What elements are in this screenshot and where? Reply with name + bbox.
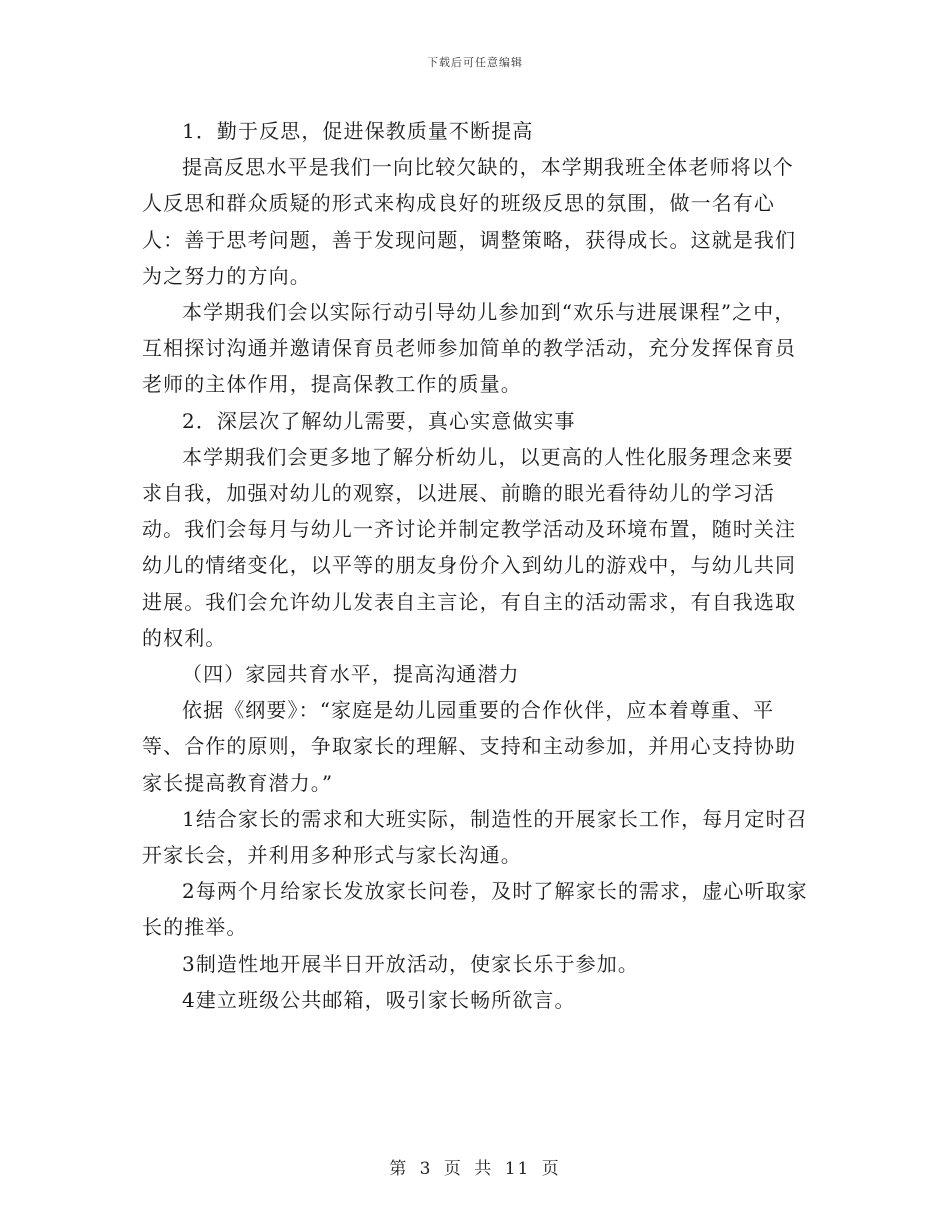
subheading-1: 1．勤于反思，促进保教质量不断提高 <box>182 119 534 143</box>
list-item: 4建立班级公共邮箱，吸引家长畅所欲言。 <box>182 987 576 1012</box>
page-number: 第 3 页 共 11 页 <box>389 1159 561 1179</box>
document-body <box>142 113 808 1018</box>
section-heading-4: （四）家园共育水平，提高沟通潜力 <box>182 662 520 687</box>
list-item: 2每两个月给家长发放家长问卷，及时了解家长的需求，虚心听取家长的推举。 <box>142 879 808 940</box>
paragraph: 本学期我们会以实际行动引导幼儿参加到“欢乐与进展课程”之中，互相探讨沟通并邀请保育员老师参加简单的教学活动，充分发挥保育员老师的主体作用，提高保教工作的质量。 <box>142 300 797 397</box>
subheading-2: 2．深层次了解幼儿需要，真心实意做实事 <box>182 408 576 433</box>
header-note: 下载后可任意编辑 <box>427 56 523 69</box>
paragraph: 依据《纲要》：“家庭是幼儿园重要的合作伙伴，应本着尊重、平等、合作的原则，争取家长的理解、支持和主动参加，并用心支持协助家长提高教育潜力。” <box>142 698 797 795</box>
paragraph: 提高反思水平是我们一向比较欠缺的，本学期我班全体老师将以个人反思和群众质疑的形式来构成良好的班级反思的氛围，做一名有心人：善于思考问题，善于发现问题，调整策略，获得成长。这就是我们为之努力的方向。 <box>142 155 797 288</box>
paragraph: 本学期我们会更多地了解分析幼儿，以更高的人性化服务理念来要求自我，加强对幼儿的观察，以进展、前瞻的眼光看待幼儿的学习活动。我们会每月与幼儿一齐讨论并制定教学活动及环境布置，随时关注幼儿的情绪变化，以平等的朋友身份介入到幼儿的游戏中，与幼儿共同进展。我们会允许幼儿发表自主言论，有自主的活动需求，有自我选取的权利。 <box>142 444 797 650</box>
list-item: 1结合家长的需求和大班实际，制造性的开展家长工作，每月定时召开家长会，并利用多种形式与家长沟通。 <box>142 806 808 868</box>
list-item: 3制造性地开展半日开放活动，使家长乐于参加。 <box>182 951 639 976</box>
